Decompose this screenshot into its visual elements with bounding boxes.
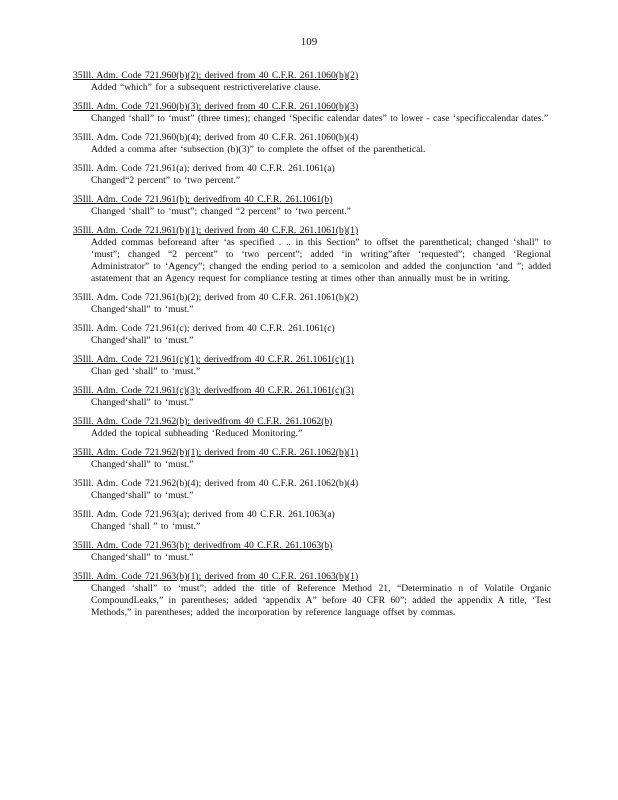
entry-description: Changed ‘shall” to ‘must” (three times); changed ‘Specific calendar dates” to lower - case ‘specificcalendar dates.” [91, 113, 549, 124]
entry [73, 571, 551, 619]
entry-description: Changed‘shall” to ‘must.” [91, 397, 194, 408]
entry-description: Changed‘shall” to ‘must.” [91, 552, 194, 563]
entry [73, 292, 551, 316]
entry-citation: 35Ill. Adm. Code 721.961(a); derived from 40 C.F.R. 261.1061(a) [73, 163, 335, 174]
entry-citation: 35Ill. Adm. Code 721.961(b); derivedfrom 40 C.F.R. 261.1061(b) [73, 194, 333, 205]
entry [73, 70, 551, 94]
entry-citation: 35Ill. Adm. Code 721.962(b); derivedfrom 40 C.F.R. 261.1062(b) [73, 416, 333, 427]
entry-description: Changed‘shall” to ‘must.” [91, 490, 194, 501]
entry-description: Changed‘shall” to ‘must.” [91, 304, 194, 315]
entry-description: Added commas beforeand after ‘as specified . .. in this Section” to offset the parenthetical; changed ‘shall” to ‘must”; changed “2 percent” to ‘two percent”; added ‘in writing”after ‘requested”; changed ‘Regional Administrator” to ‘Agency”; changed the ending period to a semicolon and added the conjunction ‘and ”; added astatement that an Agency request for compliance testing at times other than annually must be in writing. [91, 237, 551, 284]
entry [73, 509, 551, 533]
entry-citation: 35Ill. Adm. Code 721.961(c)(3); derivedfrom 40 C.F.R. 261.1061(c)(3) [73, 385, 354, 396]
entry-citation: 35Ill. Adm. Code 721.961(c)(1); derivedfrom 40 C.F.R. 261.1061(c)(1) [73, 354, 354, 365]
entry [73, 132, 551, 156]
entry-citation: 35Ill. Adm. Code 721.960(b)(2); derived from 40 C.F.R. 261.1060(b)(2) [73, 70, 359, 81]
entry-citation: 35Ill. Adm. Code 721.961(b)(2); derived from 40 C.F.R. 261.1061(b)(2) [73, 292, 359, 303]
entry-citation: 35Ill. Adm. Code 721.960(b)(4); derived from 40 C.F.R. 261.1060(b)(4) [73, 132, 359, 143]
entry-description: Changed‘shall” to ‘must.” [91, 335, 194, 346]
entry [73, 101, 551, 125]
entry-description: Changed ‘shall” to ‘must”; added the title of Reference Method 21, “Determinatio n of Volatile Organic CompoundLeaks,” in parentheses; added ‘appendix A” before 40 CFR 60”; added the appendix A title, ‘Test Methods,” in parentheses; added the incorporation by reference language offset by commas. [91, 583, 551, 618]
amendment-entries [73, 70, 551, 626]
entry-citation: 35Ill. Adm. Code 721.961(b)(1); derived from 40 C.F.R. 261.1061(b)(1) [73, 225, 359, 236]
entry-description: Changed ‘shall ” to ‘must.” [91, 521, 201, 532]
entry [73, 540, 551, 564]
entry-description: Changed“2 percent” to ‘two percent.” [91, 175, 241, 186]
entry-citation: 35Ill. Adm. Code 721.960(b)(3); derived from 40 C.F.R. 261.1060(b)(3) [73, 101, 359, 112]
page-number: 109 [300, 36, 318, 48]
entry-citation: 35Ill. Adm. Code 721.962(b)(4); derived from 40 C.F.R. 261.1062(b)(4) [73, 478, 359, 489]
entry-description: Added the topical subheading ‘Reduced Monitoring.” [91, 428, 303, 439]
entry-description: Added a comma after ‘subsection (b)(3)” to complete the offset of the parenthetical. [91, 144, 426, 155]
entry-citation: 35Ill. Adm. Code 721.963(a); derived from 40 C.F.R. 261.1063(a) [73, 509, 335, 520]
entry-citation: 35Ill. Adm. Code 721.963(b)(1); derived from 40 C.F.R. 261.1063(b)(1) [73, 571, 359, 582]
entry [73, 354, 551, 378]
entry [73, 323, 551, 347]
entry [73, 447, 551, 471]
entry-description: Changed ‘shall” to ‘must”; changed “2 percent” to ‘two percent.” [91, 206, 351, 217]
entry-description: Changed‘shall” to ‘must.” [91, 459, 194, 470]
entry-description: Added “which” for a subsequent restrictiverelative clause. [91, 82, 321, 93]
entry [73, 478, 551, 502]
entry [73, 194, 551, 218]
entry-description: Chan ged ‘shall” to ‘must.” [91, 366, 201, 377]
entry [73, 163, 551, 187]
entry [73, 225, 551, 285]
entry-citation: 35Ill. Adm. Code 721.963(b); derivedfrom 40 C.F.R. 261.1063(b) [73, 540, 333, 551]
entry [73, 385, 551, 409]
entry [73, 416, 551, 440]
entry-citation: 35Ill. Adm. Code 721.962(b)(1); derived from 40 C.F.R. 261.1062(b)(1) [73, 447, 359, 458]
entry-citation: 35Ill. Adm. Code 721.961(c); derived from 40 C.F.R. 261.1061(c) [73, 323, 335, 334]
